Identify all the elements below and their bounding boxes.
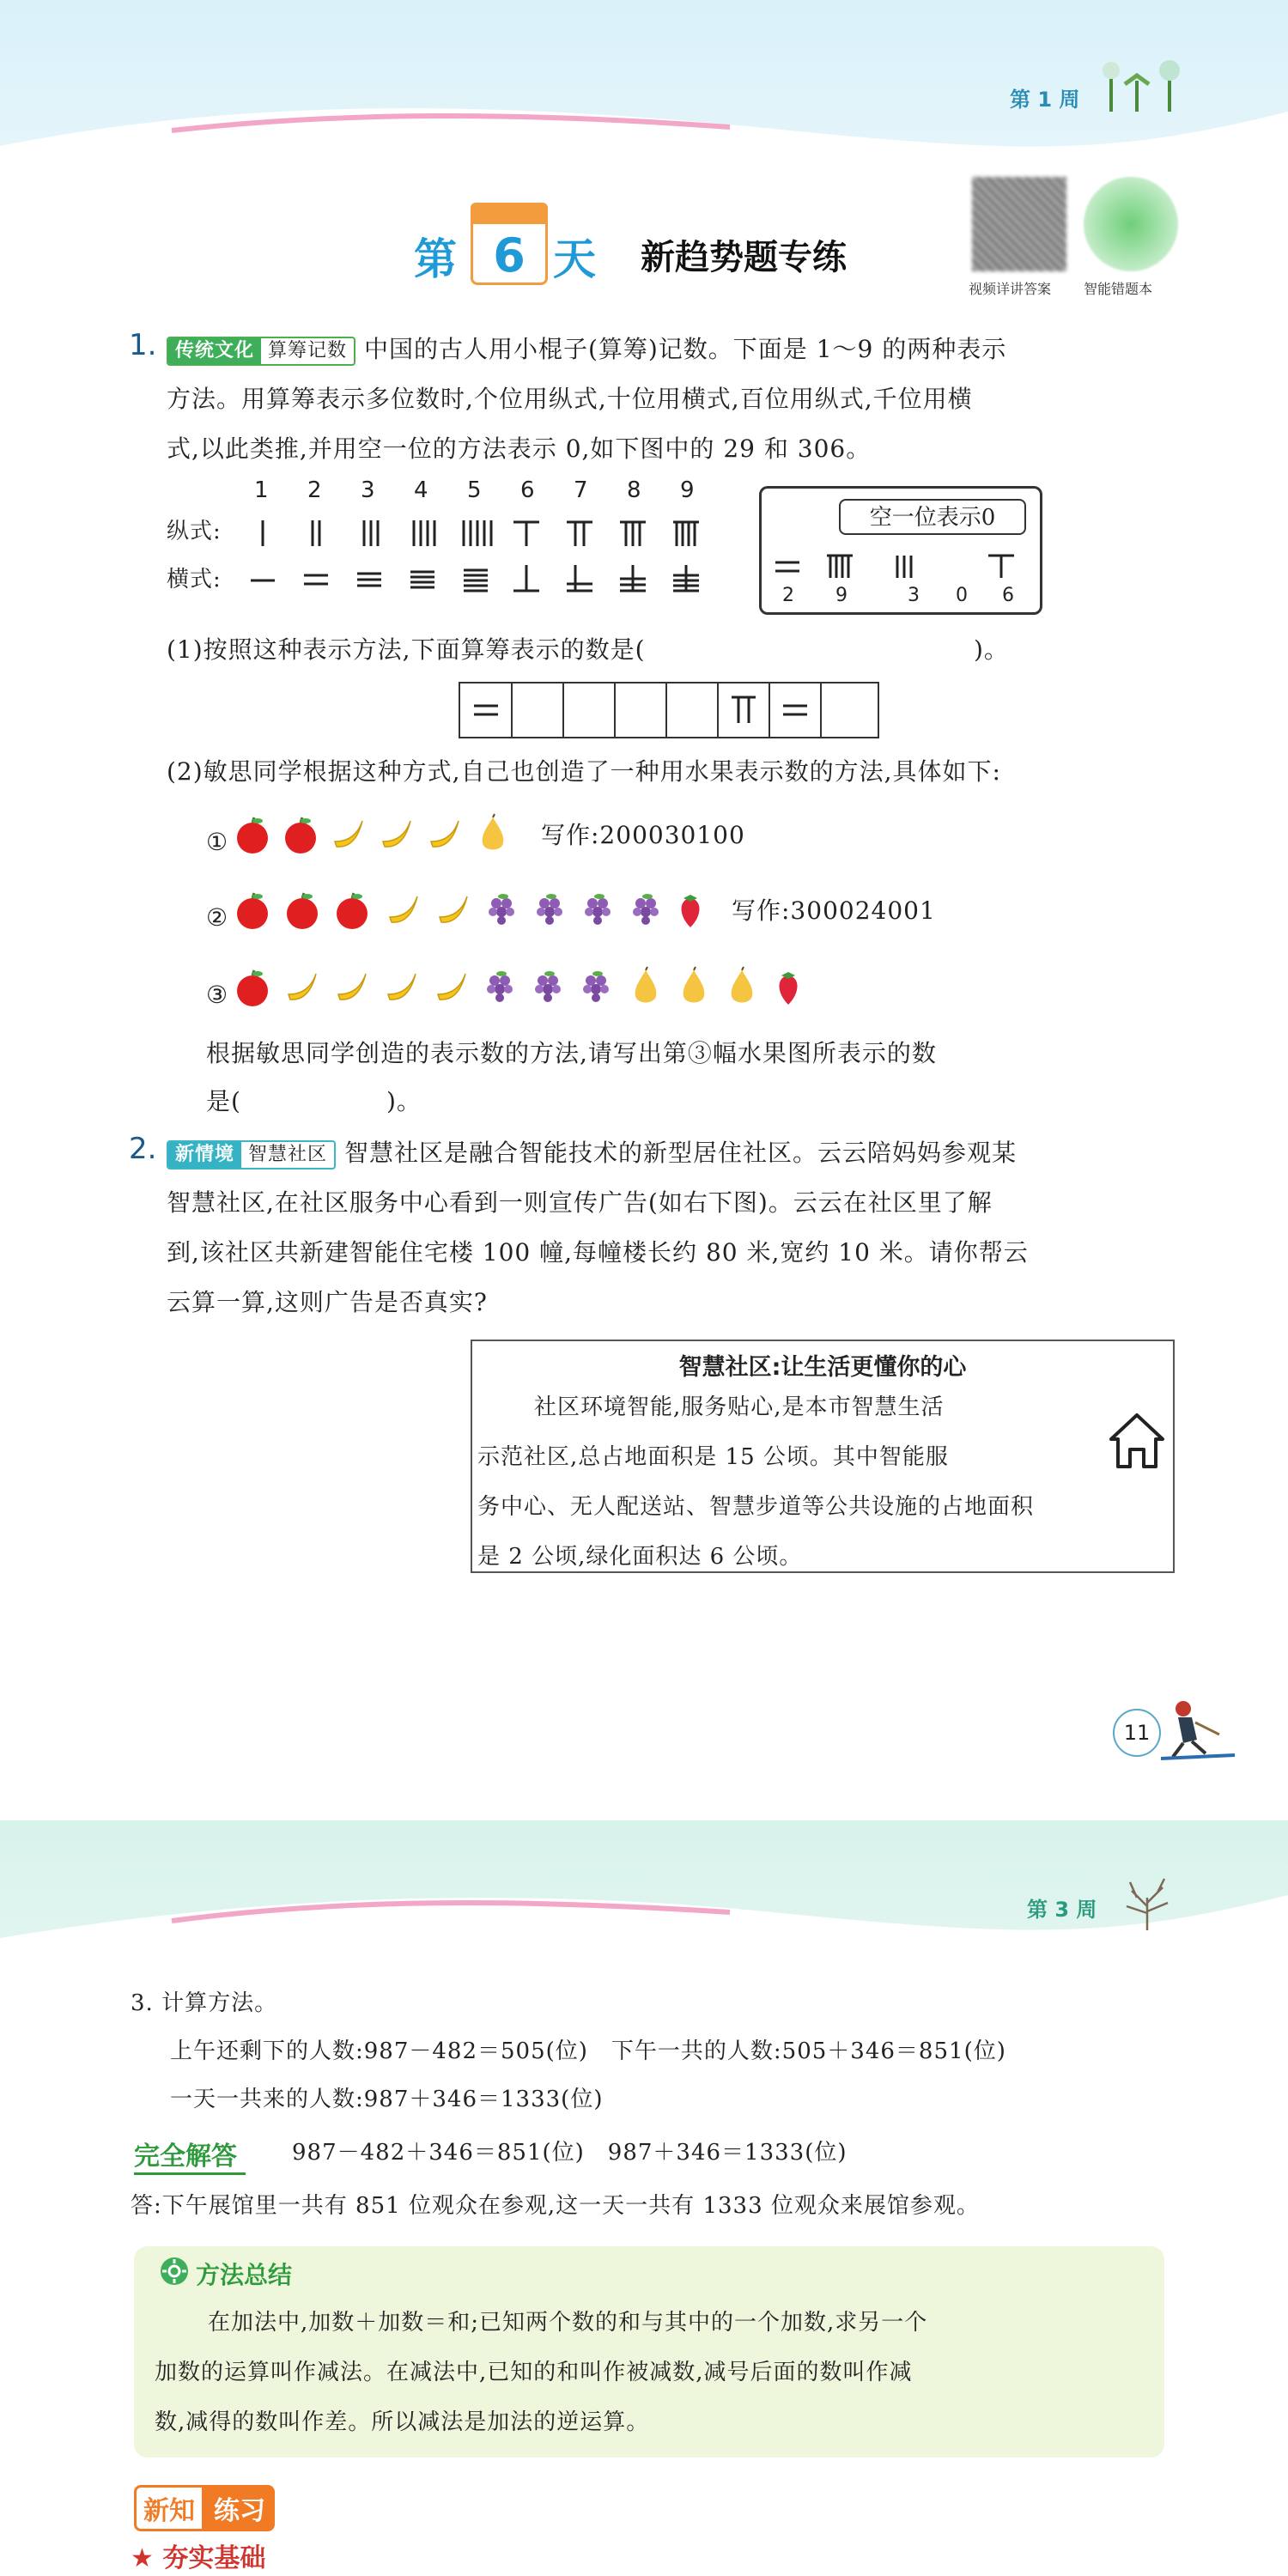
section-label: ★ 夯实基础 [131,2543,266,2573]
q1-part2-question-end: )。 [386,1087,422,1115]
q1-number: 1. [129,328,157,362]
method-title: 方法总结 [196,2261,293,2289]
practice-label-b: 练习 [204,2485,275,2531]
skier-icon [1157,1697,1243,1765]
ad-line-4: 是 2 公顷,绿化面积达 6 公顷。 [477,1544,803,1570]
answer-line-3: 一天一共来的人数:987＋346＝1333(位) [170,2087,604,2112]
title-prefix: 第 [414,234,457,284]
q2-number: 2. [129,1132,157,1166]
q1-rod-grid [459,682,879,738]
full-answer-text: 987－482＋346＝851(位) 987＋346＝1333(位) [292,2140,848,2166]
fruit-row-1-index: ① [206,828,229,856]
page1-header [0,0,1288,172]
q1-part2-question-2: 是( [206,1087,241,1115]
q1-text-1: 中国的古人用小棍子(算筹)记数。下面是 1～9 的两种表示 [363,335,1007,363]
q2-line-2: 智慧社区,在社区服务中心看到一则宣传广告(如右下图)。云云在社区里了解 [167,1188,993,1217]
q1-tag: 传统文化 算筹记数 [167,337,355,366]
page-number: 11 [1113,1709,1161,1757]
q1-rod-grid-svg [460,683,878,737]
q1-part1-end: )。 [974,635,1009,664]
answer-summary: 答:下午展馆里一共有 851 位观众在参观,这一天一共有 1333 位观众来展馆参观。 [131,2193,980,2219]
example-digit-3: 3 [908,585,920,606]
answer-line-1: 3. 计算方法。 [131,1990,278,2016]
example-caption: 空一位表示0 [839,499,1026,535]
q1-part2-answer-blank[interactable] [254,1084,383,1118]
example-digit-0: 0 [956,585,968,606]
method-icon [158,2255,191,2287]
ad-line-3: 务中心、无人配送站、智慧步道等公共设施的占地面积 [477,1494,1035,1520]
horizontal-label: 横式: [167,567,222,592]
qr-code-video[interactable] [972,177,1066,271]
qr-label-errorbook: 智能错题本 [1084,281,1153,297]
practice-label [134,2485,275,2526]
week-tag-2: 第 3 周 [1027,1898,1097,1922]
ad-line-2: 示范社区,总占地面积是 15 公顷。其中智能服 [477,1444,949,1470]
fruit-row-2 [234,886,714,934]
counting-rods-figure [240,512,721,606]
calendar-icon [471,203,548,289]
fruit-row-1-write: 写作:200030100 [541,821,745,849]
q1-part2: (2)敏思同学根据这种方式,自己也创造了一种用水果表示数的方法,具体如下: [167,757,1001,786]
week-tag: 第 1 周 [1010,88,1080,112]
header-wave [0,94,1288,189]
answer-line-2: 上午还剩下的人数:987－482＝505(位) 下午一共的人数:505＋346＝851(位) [170,2038,1006,2064]
method-line-1: 在加法中,加数＋加数＝和;已知两个数的和与其中的一个加数,求另一个 [208,2310,928,2336]
house-icon [1103,1406,1171,1475]
q2-text-1: 智慧社区是融合智能技术的新型居住社区。云云陪妈妈参观某 [343,1139,1017,1167]
vertical-label: 纵式: [167,519,222,544]
q1-part1: (1)按照这种表示方法,下面算筹表示的数是( [167,635,646,664]
full-answer-label: 完全解答 [134,2135,246,2175]
bare-tree-icon [1113,1872,1182,1932]
example-digit-2: 2 [782,585,794,606]
qr-code-errorbook[interactable] [1084,177,1178,271]
fruit-row-3-index: ③ [206,981,229,1009]
q2-tag: 新情境 智慧社区 [167,1140,336,1170]
example-digit-6: 6 [1002,585,1014,606]
fruit-row-2-index: ② [206,903,229,932]
q1-part2-question-1: 根据敏思同学创造的表示数的方法,请写出第③幅水果图所表示的数 [206,1039,937,1067]
page-title: 新趋势题专练 [641,238,847,277]
example-digit-9: 9 [835,585,848,606]
method-summary-box [134,2246,1164,2458]
q2-line-4: 云算一算,这则广告是否真实? [167,1288,488,1316]
fruit-row-2-write: 写作:300024001 [732,896,936,925]
qr-label-video: 视频详讲答案 [969,281,1052,297]
fruit-row-3 [234,963,817,1012]
title-suffix: 天 [553,234,596,284]
practice-label-a: 新知 [134,2485,204,2531]
example-box [759,486,1042,615]
q1-line-3: 式,以此类推,并用空一位的方法表示 0,如下图中的 29 和 306。 [167,434,872,463]
method-line-2: 加数的运算叫作减法。在减法中,已知的和叫作被减数,减号后面的数叫作减 [155,2360,913,2385]
ad-title: 智慧社区:让生活更懂你的心 [678,1354,967,1381]
ad-box [471,1340,1175,1573]
q1-line-2: 方法。用算筹表示多位数时,个位用纵式,十位用横式,百位用纵式,千位用横 [167,385,973,413]
method-line-3: 数,减得的数叫作差。所以减法是加法的逆运算。 [155,2409,650,2435]
q1-line-1 [167,325,1206,374]
fruit-row-1 [234,811,517,859]
day-number: 6 [493,228,526,283]
example-rods [770,549,1036,583]
ad-line-1: 社区环境智能,服务贴心,是本市智慧生活 [534,1394,945,1420]
trees-icon [1096,55,1190,115]
q2-line-1 [167,1128,1206,1178]
q2-line-3: 到,该社区共新建智能住宅楼 100 幢,每幢楼长约 80 米,宽约 10 米。请你帮云 [167,1238,1029,1267]
q1-part1-answer-blank[interactable] [747,632,970,666]
